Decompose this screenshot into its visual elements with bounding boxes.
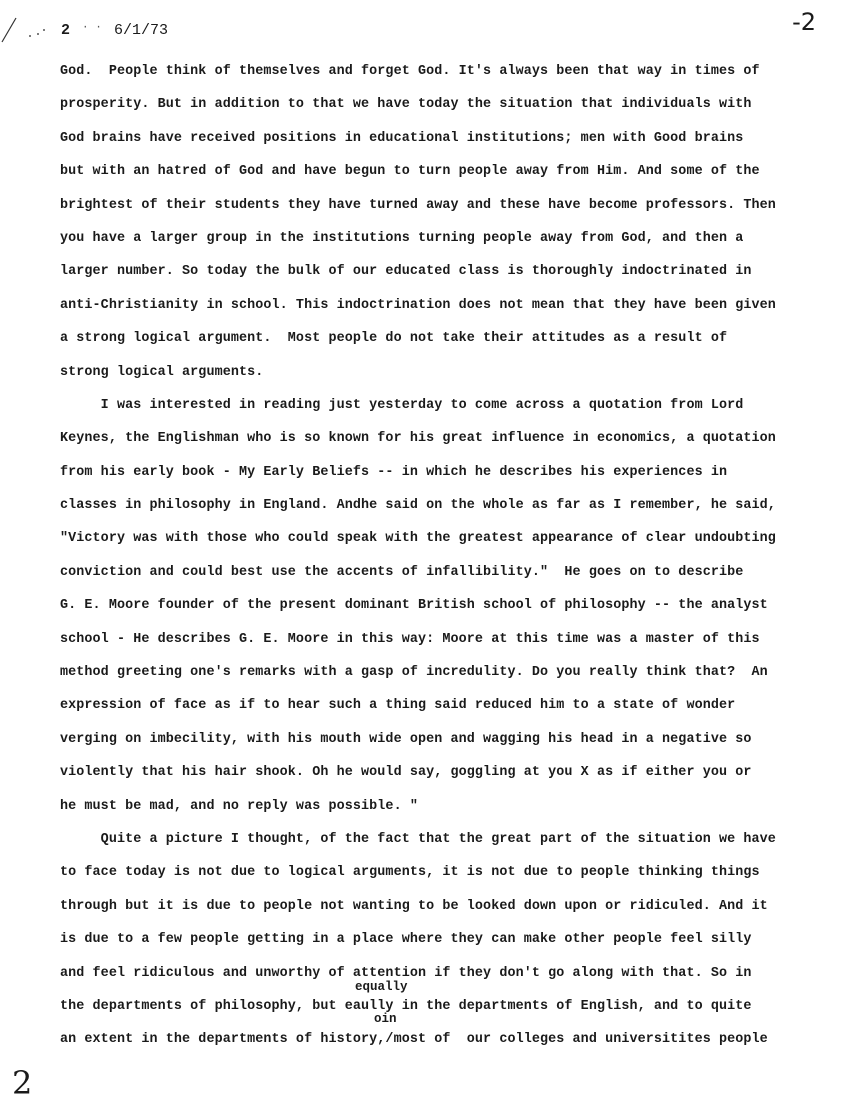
interlinear-correction: equally: [355, 980, 408, 994]
text-line: Quite a picture I thought, of the fact that the great part of the situation we have: [60, 831, 776, 847]
text-line: school - He describes G. E. Moore in this way: Moore at this time was a master of this: [60, 631, 760, 647]
text-line: and feel ridiculous and unworthy of attention if they don't go along with that. So in: [60, 965, 752, 981]
text-line: is due to a few people getting in a place where they can make other people feel silly: [60, 932, 752, 948]
text-line: God. People think of themselves and forget God. It's always been that way in times of: [60, 64, 760, 79]
text-line: to face today is not due to logical arguments, it is not due to people thinking things: [60, 865, 760, 881]
text-line: God brains have received positions in educational institutions; men with Good brains: [60, 130, 744, 146]
text-line: through but it is due to people not wanting to be looked down upon or ridiculed. And it: [60, 898, 768, 914]
handwritten-corner-number: 2: [12, 1064, 33, 1102]
text-line: brightest of their students they have turned away and these have become professors. Then: [60, 197, 776, 213]
pen-marks-icon: [0, 14, 60, 44]
text-line: "Victory was with those who could speak with the greatest appearance of clear undoubting: [60, 531, 776, 547]
text-line: method greeting one's remarks with a gasp of incredulity. Do you really think that? An: [60, 665, 768, 681]
header-page-number: 2: [61, 22, 71, 39]
text-line: an extent in the departments of history,/most of our colleges and universitites people: [60, 1032, 768, 1048]
text-line: he must be mad, and no reply was possible. ": [60, 798, 418, 814]
header-date: 6/1/73: [114, 22, 169, 39]
text-line: I was interested in reading just yesterday to come across a quotation from Lord: [60, 397, 744, 413]
text-line: anti-Christianity in school. This indoctrination does not mean that they have been given: [60, 297, 776, 313]
text-line: but with an hatred of God and have begun to turn people away from Him. And some of the: [60, 164, 760, 180]
text-line: prosperity. But in addition to that we have today the situation that individuals with: [60, 97, 752, 113]
text-line: from his early book - My Early Beliefs -- in which he describes his experiences in: [60, 464, 728, 480]
text-line: larger number. So today the bulk of our educated class is thoroughly indoctrinated in: [60, 264, 752, 280]
text-line: G. E. Moore founder of the present dominant British school of philosophy -- the analyst: [60, 598, 768, 614]
body-text: [60, 60, 820, 1062]
text-line: strong logical arguments.: [60, 364, 264, 380]
text-line: you have a larger group in the institutions turning people away from God, and then a: [60, 230, 744, 246]
text-line: violently that his hair shook. Oh he would say, goggling at you X as if either you or: [60, 765, 752, 781]
handwritten-page-mark: -2: [792, 8, 816, 36]
text-line: classes in philosophy in England. Andhe said on the whole as far as I remember, he said,: [60, 498, 776, 514]
text-line: the departments of philosophy, but eaully in the departments of English, and to quite: [60, 998, 752, 1014]
text-line: expression of face as if to hear such a thing said reduced him to a state of wonder: [60, 698, 736, 714]
text-line: Keynes, the Englishman who is so known for his great influence in economics, a quotation: [60, 431, 776, 447]
text-line: a strong logical argument. Most people do not take their attitudes as a result of: [60, 331, 728, 347]
text-line: verging on imbecility, with his mouth wide open and wagging his head in a negative so: [60, 731, 752, 747]
text-line: conviction and could best use the accents of infallibility." He goes on to describe: [60, 564, 744, 580]
interlinear-correction: oin: [374, 1012, 397, 1026]
header-dots: · ·: [82, 22, 102, 34]
